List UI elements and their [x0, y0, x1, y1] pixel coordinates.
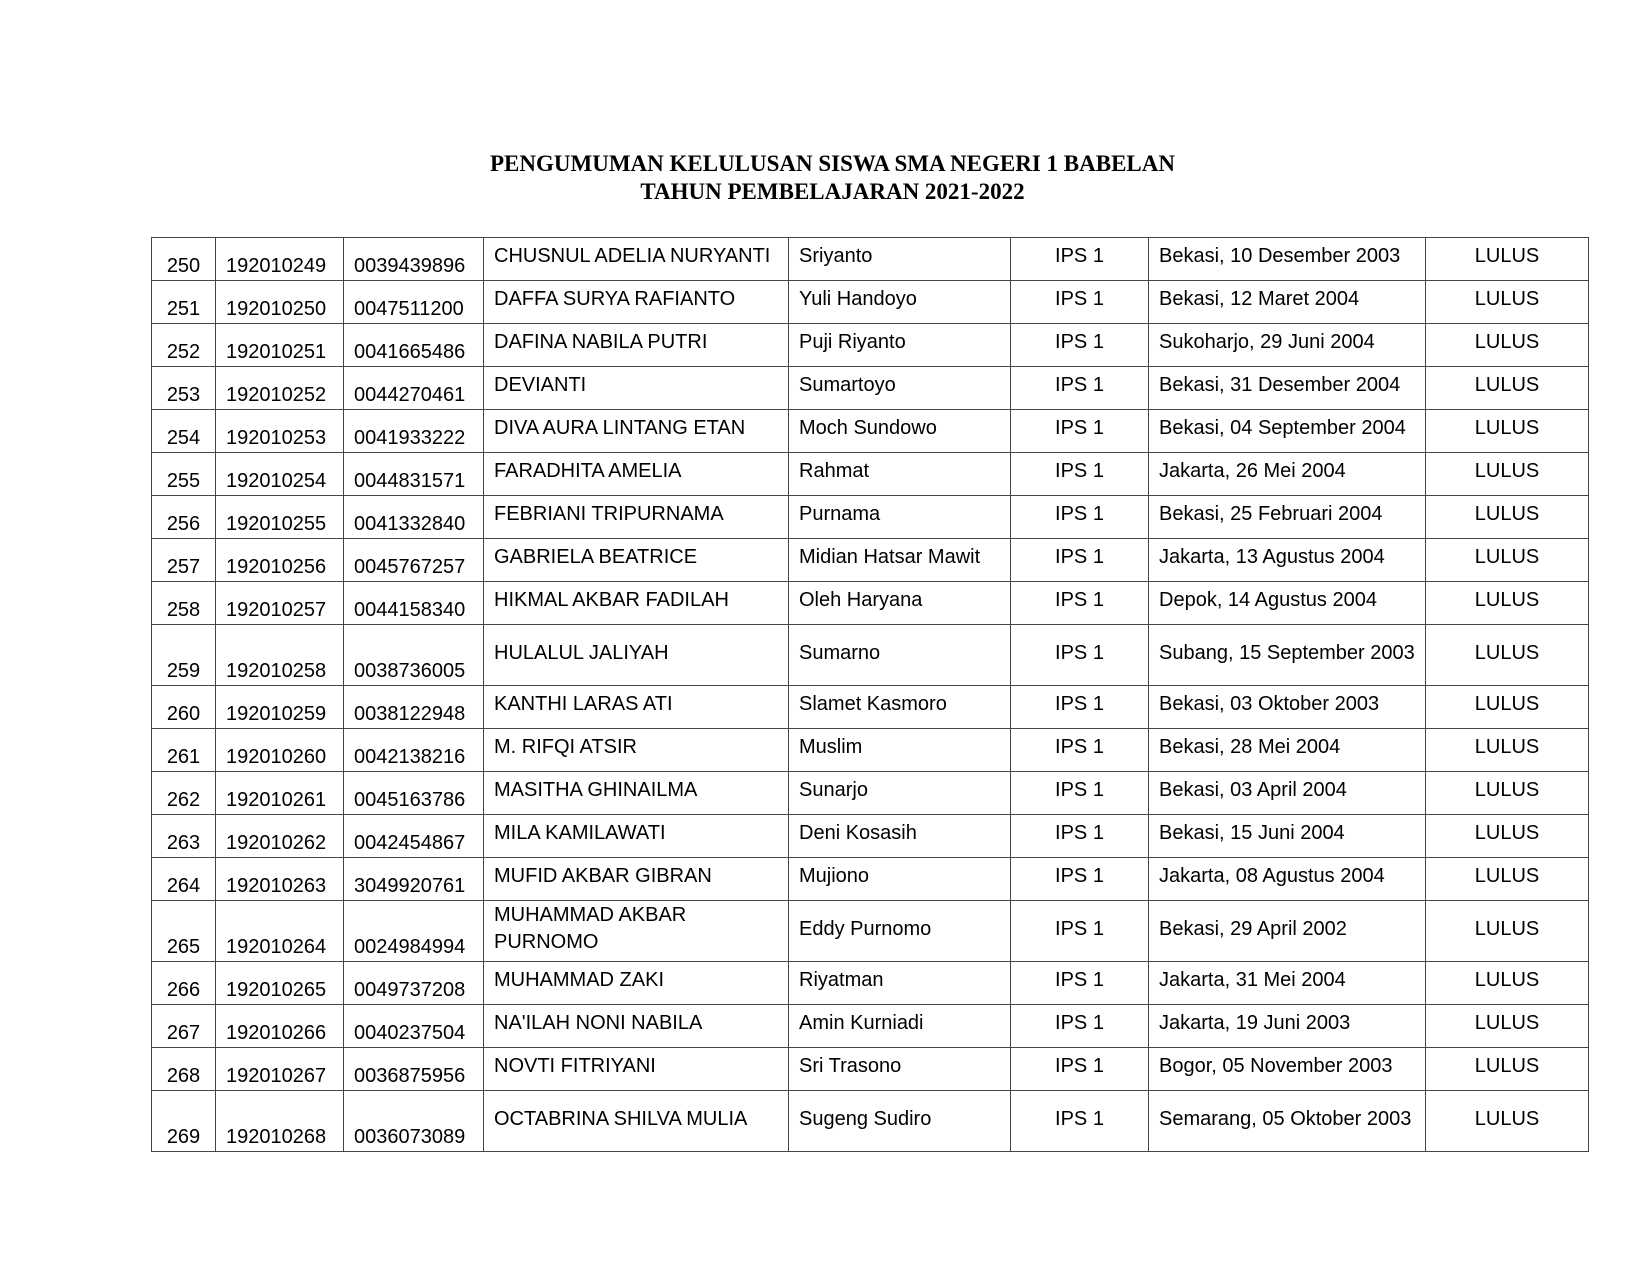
parent-name-cell: Rahmat — [789, 453, 1011, 496]
status-cell: LULUS — [1426, 1048, 1589, 1091]
nisn-cell: 0036875956 — [344, 1048, 484, 1091]
birth-place-date-cell: Bekasi, 28 Mei 2004 — [1149, 729, 1426, 772]
nisn-cell: 0042138216 — [344, 729, 484, 772]
student-name-cell: DAFFA SURYA RAFIANTO — [484, 281, 789, 324]
parent-name-cell: Muslim — [789, 729, 1011, 772]
nisn-cell: 0044831571 — [344, 453, 484, 496]
status-cell: LULUS — [1426, 729, 1589, 772]
birth-place-date-cell: Bekasi, 03 April 2004 — [1149, 772, 1426, 815]
nisn-cell: 0042454867 — [344, 815, 484, 858]
class-cell: IPS 1 — [1011, 901, 1149, 962]
status-cell: LULUS — [1426, 582, 1589, 625]
status-cell: LULUS — [1426, 625, 1589, 686]
birth-place-date-cell: Sukoharjo, 29 Juni 2004 — [1149, 324, 1426, 367]
title-line-2: TAHUN PEMBELAJARAN 2021-2022 — [640, 179, 1025, 204]
parent-name-cell: Puji Riyanto — [789, 324, 1011, 367]
title-line-1: PENGUMUMAN KELULUSAN SISWA SMA NEGERI 1 BABELAN — [490, 151, 1175, 176]
birth-place-date-cell: Jakarta, 26 Mei 2004 — [1149, 453, 1426, 496]
parent-name-cell: Midian Hatsar Mawit — [789, 539, 1011, 582]
parent-name-cell: Deni Kosasih — [789, 815, 1011, 858]
nis-cell: 192010261 — [216, 772, 344, 815]
table-row — [152, 729, 1589, 772]
row-number-cell: 268 — [152, 1048, 216, 1091]
status-cell: LULUS — [1426, 901, 1589, 962]
student-name-cell: NA'ILAH NONI NABILA — [484, 1005, 789, 1048]
class-cell: IPS 1 — [1011, 729, 1149, 772]
table-row — [152, 1048, 1589, 1091]
nis-cell: 192010267 — [216, 1048, 344, 1091]
row-number-cell: 263 — [152, 815, 216, 858]
student-name-cell: DEVIANTI — [484, 367, 789, 410]
class-cell: IPS 1 — [1011, 1048, 1149, 1091]
student-name-cell: MUFID AKBAR GIBRAN — [484, 858, 789, 901]
nis-cell: 192010257 — [216, 582, 344, 625]
nis-cell: 192010264 — [216, 901, 344, 962]
table-row — [152, 901, 1589, 962]
birth-place-date-cell: Bekasi, 12 Maret 2004 — [1149, 281, 1426, 324]
birth-place-date-cell: Semarang, 05 Oktober 2003 — [1149, 1091, 1426, 1152]
status-cell: LULUS — [1426, 962, 1589, 1005]
class-cell: IPS 1 — [1011, 410, 1149, 453]
class-cell: IPS 1 — [1011, 962, 1149, 1005]
status-cell: LULUS — [1426, 772, 1589, 815]
row-number-cell: 265 — [152, 901, 216, 962]
student-name-cell: FEBRIANI TRIPURNAMA — [484, 496, 789, 539]
student-name-cell: DAFINA NABILA PUTRI — [484, 324, 789, 367]
nisn-cell: 0024984994 — [344, 901, 484, 962]
table-row — [152, 686, 1589, 729]
status-cell: LULUS — [1426, 453, 1589, 496]
row-number-cell: 269 — [152, 1091, 216, 1152]
class-cell: IPS 1 — [1011, 815, 1149, 858]
parent-name-cell: Sugeng Sudiro — [789, 1091, 1011, 1152]
nisn-cell: 0045163786 — [344, 772, 484, 815]
birth-place-date-cell: Jakarta, 31 Mei 2004 — [1149, 962, 1426, 1005]
nisn-cell: 0047511200 — [344, 281, 484, 324]
parent-name-cell: Mujiono — [789, 858, 1011, 901]
row-number-cell: 267 — [152, 1005, 216, 1048]
table-row — [152, 496, 1589, 539]
row-number-cell: 251 — [152, 281, 216, 324]
class-cell: IPS 1 — [1011, 582, 1149, 625]
status-cell: LULUS — [1426, 496, 1589, 539]
table-row — [152, 238, 1589, 281]
student-name-cell: DIVA AURA LINTANG ETAN — [484, 410, 789, 453]
student-name-cell: M. RIFQI ATSIR — [484, 729, 789, 772]
row-number-cell: 253 — [152, 367, 216, 410]
student-name-cell: FARADHITA AMELIA — [484, 453, 789, 496]
table-row — [152, 815, 1589, 858]
row-number-cell: 250 — [152, 238, 216, 281]
parent-name-cell: Sriyanto — [789, 238, 1011, 281]
nis-cell: 192010254 — [216, 453, 344, 496]
status-cell: LULUS — [1426, 686, 1589, 729]
row-number-cell: 257 — [152, 539, 216, 582]
row-number-cell: 252 — [152, 324, 216, 367]
nisn-cell: 0045767257 — [344, 539, 484, 582]
birth-place-date-cell: Bekasi, 15 Juni 2004 — [1149, 815, 1426, 858]
parent-name-cell: Slamet Kasmoro — [789, 686, 1011, 729]
table-row — [152, 410, 1589, 453]
nisn-cell: 3049920761 — [344, 858, 484, 901]
nis-cell: 192010258 — [216, 625, 344, 686]
nis-cell: 192010249 — [216, 238, 344, 281]
class-cell: IPS 1 — [1011, 686, 1149, 729]
row-number-cell: 258 — [152, 582, 216, 625]
nis-cell: 192010266 — [216, 1005, 344, 1048]
table-row — [152, 539, 1589, 582]
class-cell: IPS 1 — [1011, 772, 1149, 815]
parent-name-cell: Sri Trasono — [789, 1048, 1011, 1091]
class-cell: IPS 1 — [1011, 324, 1149, 367]
table-row — [152, 625, 1589, 686]
student-name-cell: NOVTI FITRIYANI — [484, 1048, 789, 1091]
status-cell: LULUS — [1426, 539, 1589, 582]
status-cell: LULUS — [1426, 238, 1589, 281]
birth-place-date-cell: Bekasi, 31 Desember 2004 — [1149, 367, 1426, 410]
status-cell: LULUS — [1426, 410, 1589, 453]
student-name-cell: CHUSNUL ADELIA NURYANTI — [484, 238, 789, 281]
student-name-cell: HULALUL JALIYAH — [484, 625, 789, 686]
nisn-cell: 0040237504 — [344, 1005, 484, 1048]
student-name-cell: MUHAMMAD AKBAR PURNOMO — [484, 901, 789, 962]
table-row — [152, 1005, 1589, 1048]
nisn-cell: 0044158340 — [344, 582, 484, 625]
nisn-cell: 0039439896 — [344, 238, 484, 281]
birth-place-date-cell: Bekasi, 25 Februari 2004 — [1149, 496, 1426, 539]
table-row — [152, 772, 1589, 815]
parent-name-cell: Purnama — [789, 496, 1011, 539]
student-name-cell: HIKMAL AKBAR FADILAH — [484, 582, 789, 625]
nisn-cell: 0049737208 — [344, 962, 484, 1005]
parent-name-cell: Riyatman — [789, 962, 1011, 1005]
graduation-table — [151, 237, 1589, 1152]
parent-name-cell: Eddy Purnomo — [789, 901, 1011, 962]
table-row — [152, 324, 1589, 367]
birth-place-date-cell: Bekasi, 04 September 2004 — [1149, 410, 1426, 453]
class-cell: IPS 1 — [1011, 1091, 1149, 1152]
class-cell: IPS 1 — [1011, 367, 1149, 410]
status-cell: LULUS — [1426, 324, 1589, 367]
birth-place-date-cell: Jakarta, 19 Juni 2003 — [1149, 1005, 1426, 1048]
nis-cell: 192010250 — [216, 281, 344, 324]
nis-cell: 192010262 — [216, 815, 344, 858]
class-cell: IPS 1 — [1011, 1005, 1149, 1048]
student-name-cell: OCTABRINA SHILVA MULIA — [484, 1091, 789, 1152]
class-cell: IPS 1 — [1011, 281, 1149, 324]
class-cell: IPS 1 — [1011, 625, 1149, 686]
row-number-cell: 260 — [152, 686, 216, 729]
class-cell: IPS 1 — [1011, 858, 1149, 901]
table-body — [152, 238, 1589, 1152]
table-row — [152, 1091, 1589, 1152]
birth-place-date-cell: Bekasi, 29 April 2002 — [1149, 901, 1426, 962]
parent-name-cell: Sumartoyo — [789, 367, 1011, 410]
parent-name-cell: Sunarjo — [789, 772, 1011, 815]
nis-cell: 192010251 — [216, 324, 344, 367]
status-cell: LULUS — [1426, 281, 1589, 324]
class-cell: IPS 1 — [1011, 238, 1149, 281]
nis-cell: 192010260 — [216, 729, 344, 772]
parent-name-cell: Yuli Handoyo — [789, 281, 1011, 324]
birth-place-date-cell: Subang, 15 September 2003 — [1149, 625, 1426, 686]
parent-name-cell: Moch Sundowo — [789, 410, 1011, 453]
table-row — [152, 453, 1589, 496]
birth-place-date-cell: Depok, 14 Agustus 2004 — [1149, 582, 1426, 625]
birth-place-date-cell: Jakarta, 08 Agustus 2004 — [1149, 858, 1426, 901]
status-cell: LULUS — [1426, 815, 1589, 858]
nis-cell: 192010259 — [216, 686, 344, 729]
nis-cell: 192010255 — [216, 496, 344, 539]
student-name-cell: GABRIELA BEATRICE — [484, 539, 789, 582]
table-row — [152, 367, 1589, 410]
parent-name-cell: Sumarno — [789, 625, 1011, 686]
table-row — [152, 281, 1589, 324]
row-number-cell: 262 — [152, 772, 216, 815]
row-number-cell: 261 — [152, 729, 216, 772]
class-cell: IPS 1 — [1011, 539, 1149, 582]
student-name-cell: MILA KAMILAWATI — [484, 815, 789, 858]
row-number-cell: 256 — [152, 496, 216, 539]
table-row — [152, 582, 1589, 625]
nis-cell: 192010253 — [216, 410, 344, 453]
parent-name-cell: Amin Kurniadi — [789, 1005, 1011, 1048]
student-name-cell: KANTHI LARAS ATI — [484, 686, 789, 729]
table-row — [152, 962, 1589, 1005]
nisn-cell: 0038736005 — [344, 625, 484, 686]
status-cell: LULUS — [1426, 367, 1589, 410]
birth-place-date-cell: Bekasi, 03 Oktober 2003 — [1149, 686, 1426, 729]
nis-cell: 192010263 — [216, 858, 344, 901]
nisn-cell: 0041933222 — [344, 410, 484, 453]
status-cell: LULUS — [1426, 1005, 1589, 1048]
nis-cell: 192010265 — [216, 962, 344, 1005]
student-name-cell: MASITHA GHINAILMA — [484, 772, 789, 815]
student-name-cell: MUHAMMAD ZAKI — [484, 962, 789, 1005]
nisn-cell: 0036073089 — [344, 1091, 484, 1152]
table-row — [152, 858, 1589, 901]
birth-place-date-cell: Jakarta, 13 Agustus 2004 — [1149, 539, 1426, 582]
birth-place-date-cell: Bogor, 05 November 2003 — [1149, 1048, 1426, 1091]
page-title — [0, 150, 1650, 206]
nisn-cell: 0038122948 — [344, 686, 484, 729]
birth-place-date-cell: Bekasi, 10 Desember 2003 — [1149, 238, 1426, 281]
class-cell: IPS 1 — [1011, 496, 1149, 539]
nis-cell: 192010256 — [216, 539, 344, 582]
nisn-cell: 0041665486 — [344, 324, 484, 367]
nis-cell: 192010268 — [216, 1091, 344, 1152]
row-number-cell: 254 — [152, 410, 216, 453]
row-number-cell: 259 — [152, 625, 216, 686]
nisn-cell: 0041332840 — [344, 496, 484, 539]
class-cell: IPS 1 — [1011, 453, 1149, 496]
status-cell: LULUS — [1426, 1091, 1589, 1152]
status-cell: LULUS — [1426, 858, 1589, 901]
parent-name-cell: Oleh Haryana — [789, 582, 1011, 625]
nis-cell: 192010252 — [216, 367, 344, 410]
row-number-cell: 266 — [152, 962, 216, 1005]
row-number-cell: 255 — [152, 453, 216, 496]
nisn-cell: 0044270461 — [344, 367, 484, 410]
row-number-cell: 264 — [152, 858, 216, 901]
